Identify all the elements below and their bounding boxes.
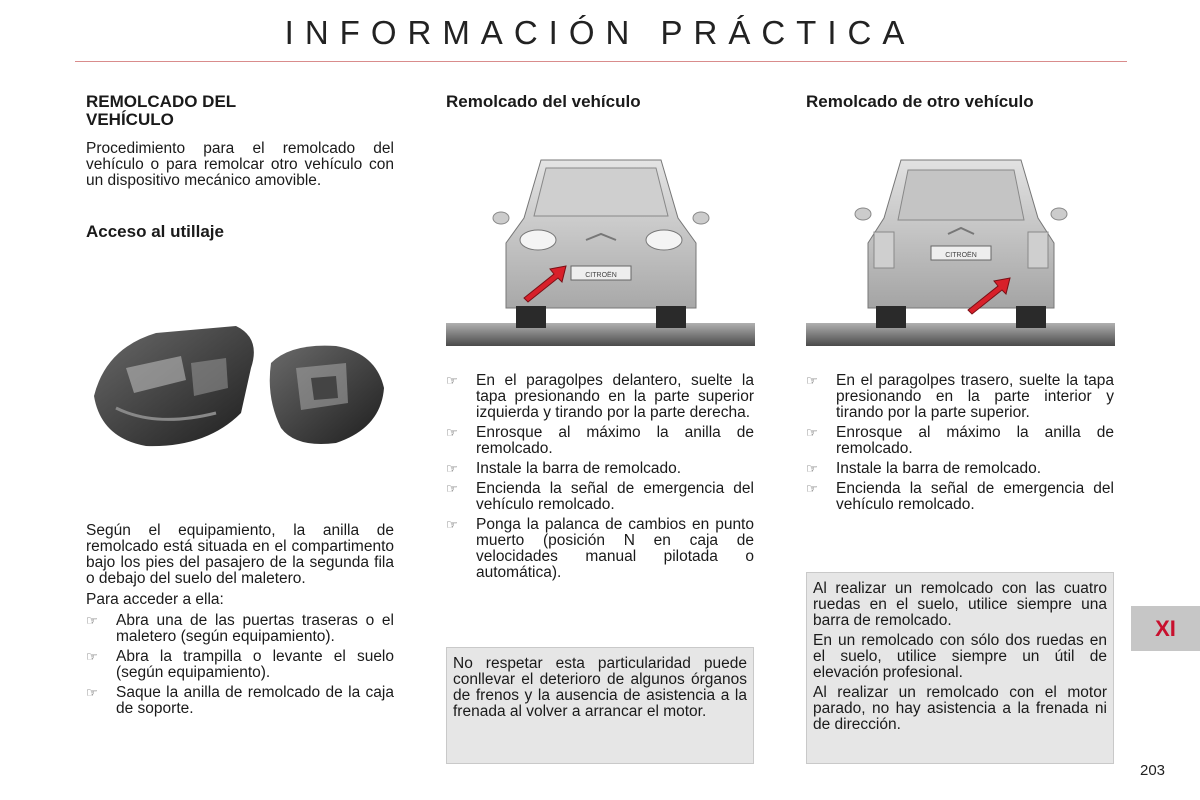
info-note: Al realizar un remolcado con las cuatro ruedas en el suelo, utilice siempre una barra de remolcado. [813, 580, 1107, 629]
front-towing-steps [446, 373, 754, 585]
page-number: 203 [1140, 762, 1166, 779]
info-box [806, 572, 1114, 764]
pointing-hand-icon: ☞ [86, 613, 98, 628]
access-steps [86, 613, 394, 717]
intro-paragraph: Procedimiento para el remolcado del vehículo o para remolcar otro vehículo con un dispositivo mecánico amovible. [86, 140, 394, 189]
list-item: ☞ Instale la barra de remolcado. [806, 460, 1042, 477]
pointing-hand-icon: ☞ [446, 461, 458, 476]
pointing-hand-icon: ☞ [446, 517, 458, 532]
list-item: ☞ Saque la anilla de remolcado de la caja de soporte. [86, 684, 394, 717]
chapter-tab: XI [1131, 606, 1200, 651]
pointing-hand-icon: ☞ [806, 481, 818, 496]
tool-tray-illustration [86, 318, 401, 453]
subsection-heading: Acceso al utillaje [86, 222, 224, 241]
pointing-hand-icon: ☞ [446, 425, 458, 440]
location-paragraph: Según el equipamiento, la anilla de remolcado está situada en el compartimento bajo los pies del pasajero de la segunda fila o debajo del suelo del maletero. [86, 522, 394, 587]
list-item: ☞ En el paragolpes trasero, suelte la tapa presionando en la parte interior y tirando por la parte superior. [806, 372, 1114, 421]
front-car-illustration [446, 148, 755, 346]
list-item: ☞ Enrosque al máximo la anilla de remolcado. [446, 424, 754, 457]
info-note: En un remolcado con sólo dos ruedas en el suelo, utilice siempre un útil de elevación profesional. [813, 632, 1107, 681]
list-item: ☞ Instale la barra de remolcado. [446, 460, 682, 477]
rear-towing-steps [806, 373, 1114, 517]
access-intro: Para acceder a ella: [86, 591, 224, 608]
list-item: ☞ Ponga la palanca de cambios en punto muerto (posición N en caja de velocidades manual pilotada o automática). [446, 516, 754, 581]
rear-towing-heading: Remolcado de otro vehículo [806, 92, 1034, 111]
license-plate-text: CITROËN [945, 252, 977, 259]
pointing-hand-icon: ☞ [806, 373, 818, 388]
page-title: INFORMACIÓN PRÁCTICA [284, 14, 916, 51]
front-towing-heading: Remolcado del vehículo [446, 92, 641, 111]
left-column [86, 93, 394, 241]
info-note: Al realizar un remolcado con el motor parado, no hay asistencia a la frenada ni de dirección. [813, 684, 1107, 733]
list-item: ☞ Encienda la señal de emergencia del vehículo remolcado. [446, 480, 754, 513]
list-item: ☞ Abra una de las puertas traseras o el maletero (según equipamiento). [86, 612, 394, 645]
left-column-lower [86, 523, 394, 721]
rear-car-illustration [806, 148, 1115, 346]
pointing-hand-icon: ☞ [446, 373, 458, 388]
list-item: ☞ Encienda la señal de emergencia del vehículo remolcado. [806, 480, 1114, 513]
license-plate-text: CITROËN [585, 272, 617, 279]
pointing-hand-icon: ☞ [86, 685, 98, 700]
section-heading: REMOLCADO DEL VEHÍCULO [86, 92, 236, 129]
pointing-hand-icon: ☞ [806, 461, 818, 476]
list-item: ☞ En el paragolpes delantero, suelte la tapa presionando en la parte superior izquierda y tirando por la parte derecha. [446, 372, 754, 421]
pointing-hand-icon: ☞ [446, 481, 458, 496]
list-item: ☞ Enrosque al máximo la anilla de remolcado. [806, 424, 1114, 457]
pointing-hand-icon: ☞ [86, 649, 98, 664]
warning-box [446, 647, 754, 764]
title-divider [75, 61, 1127, 62]
warning-text: No respetar esta particularidad puede conllevar el deterioro de algunos órganos de frenos y la ausencia de asistencia a la frenada al volver a arrancar el motor. [453, 655, 747, 720]
pointing-hand-icon: ☞ [806, 425, 818, 440]
list-item: ☞ Abra la trampilla o levante el suelo (según equipamiento). [86, 648, 394, 681]
